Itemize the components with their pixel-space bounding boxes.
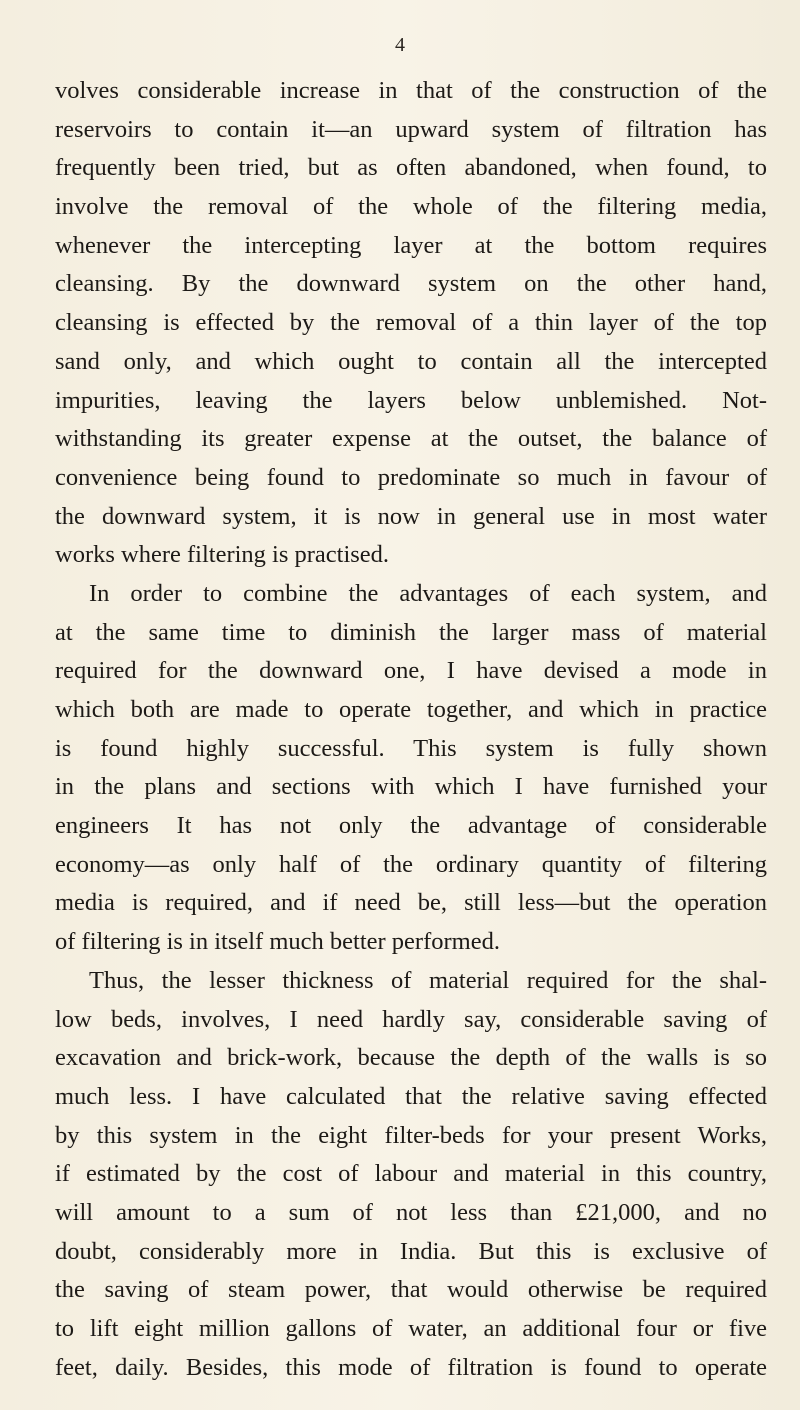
text-line: convenience being found to predominate so much in favour of [55, 463, 767, 491]
text-line: by this system in the eight filter-beds for your present Works, [55, 1121, 767, 1149]
text-line: frequently been tried, but as often abandoned, when found, to [55, 154, 767, 182]
text-line: sand only, and which ought to contain all the intercepted [55, 347, 767, 375]
page-number: 4 [395, 34, 405, 56]
text-line: if estimated by the cost of labour and material in this country, [55, 1160, 767, 1188]
text-line: Thus, the lesser thickness of material required for the shal- [89, 966, 767, 994]
text-line: the downward system, it is now in general use in most water [55, 502, 767, 530]
text-line: much less. I have calculated that the relative saving effected [55, 1082, 767, 1110]
text-line: the saving of steam power, that would otherwise be required [55, 1276, 767, 1304]
text-line: impurities, leaving the layers below unblemished. Not- [55, 386, 767, 414]
text-line: whenever the intercepting layer at the bottom requires [55, 231, 767, 259]
text-line: cleansing is effected by the removal of a thin layer of the top [55, 309, 767, 337]
body-text [55, 72, 767, 1387]
text-line: withstanding its greater expense at the outset, the balance of [55, 425, 767, 453]
text-line: at the same time to diminish the larger mass of material [55, 618, 767, 646]
text-line: works where filtering is practised. [55, 541, 390, 569]
text-line: will amount to a sum of not less than £21,000, and no [55, 1198, 767, 1226]
text-line: feet, daily. Besides, this mode of filtration is found to operate [55, 1353, 767, 1381]
text-line: media is required, and if need be, still less—but the operation [55, 889, 767, 917]
text-line: volves considerable increase in that of the construction of the [55, 77, 767, 104]
text-line: required for the downward one, I have devised a mode in [55, 657, 767, 685]
text-line: engineers It has not only the advantage of considerable [55, 812, 767, 840]
text-line: reservoirs to contain it—an upward system of filtration has [55, 115, 767, 143]
text-line: to lift eight million gallons of water, an additional four or five [55, 1315, 767, 1342]
text-line: doubt, considerably more in India. But this is exclusive of [55, 1237, 767, 1265]
text-line: low beds, involves, I need hardly say, considerable saving of [55, 1005, 767, 1033]
text-line: of filtering is in itself much better performed. [55, 928, 500, 956]
text-line: in the plans and sections with which I have furnished your [55, 773, 767, 801]
text-line: economy—as only half of the ordinary quantity of filtering [55, 850, 767, 878]
text-line: is found highly successful. This system is fully shown [55, 734, 767, 762]
text-line: which both are made to operate together, and which in practice [55, 696, 767, 723]
text-line: excavation and brick-work, because the depth of the walls is so [55, 1044, 767, 1072]
text-line: involve the removal of the whole of the filtering media, [55, 193, 767, 221]
text-line: In order to combine the advantages of each system, and [89, 579, 767, 607]
text-line: cleansing. By the downward system on the other hand, [55, 270, 767, 298]
